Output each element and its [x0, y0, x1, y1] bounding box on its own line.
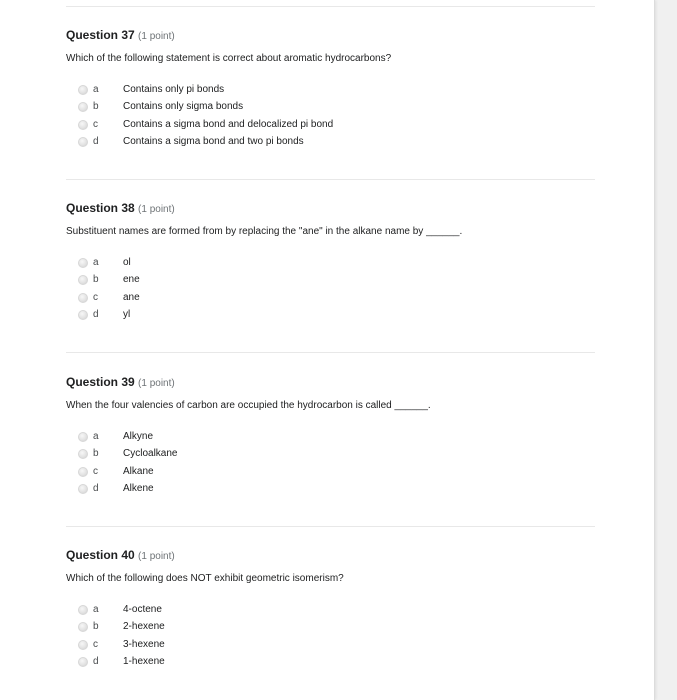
option-c[interactable] — [66, 290, 595, 307]
option-text[interactable]: Cycloalkane — [123, 448, 178, 460]
question-divider — [66, 526, 595, 527]
question-points: (1 point) — [138, 551, 175, 562]
option-text[interactable]: 3-hexene — [123, 638, 165, 650]
option-letter: d — [93, 482, 99, 494]
option-text[interactable]: Contains only sigma bonds — [123, 101, 244, 113]
option-letter: c — [93, 465, 98, 477]
question-divider — [66, 352, 595, 353]
radio-button[interactable] — [78, 275, 88, 285]
answer-options — [66, 602, 595, 671]
option-letter: a — [93, 257, 99, 268]
option-text[interactable]: Alkyne — [123, 431, 154, 442]
option-letter: b — [93, 621, 99, 633]
option-d[interactable] — [66, 654, 595, 671]
question-text: When the four valencies of carbon are occupied the hydrocarbon is called ______. — [66, 400, 431, 411]
option-text[interactable]: yl — [123, 308, 131, 320]
question-text: Which of the following does NOT exhibit geometric isomerism? — [66, 573, 344, 584]
question-title — [66, 200, 595, 218]
question-40 — [66, 547, 595, 671]
option-letter: a — [93, 431, 99, 442]
option-letter: b — [93, 274, 99, 286]
option-letter: b — [93, 101, 99, 113]
question-text: Which of the following statement is correct about aromatic hydrocarbons? — [66, 53, 392, 64]
radio-button[interactable] — [78, 293, 88, 303]
radio-button[interactable] — [78, 467, 88, 477]
radio-button[interactable] — [78, 102, 88, 112]
question-title — [66, 374, 595, 392]
option-a[interactable] — [66, 429, 595, 446]
radio-button[interactable] — [78, 258, 88, 268]
radio-button[interactable] — [78, 449, 88, 459]
option-d[interactable] — [66, 134, 595, 151]
question-38 — [66, 200, 595, 324]
question-divider — [66, 179, 595, 180]
option-b[interactable] — [66, 446, 595, 463]
option-c[interactable] — [66, 117, 595, 134]
question-title — [66, 547, 595, 565]
option-text[interactable]: ane — [123, 291, 140, 303]
question-number: Question 39 — [66, 375, 135, 389]
answer-options — [66, 82, 595, 151]
question-number: Question 40 — [66, 548, 135, 562]
option-d[interactable] — [66, 481, 595, 498]
option-letter: c — [93, 638, 98, 650]
answer-options — [66, 255, 595, 324]
option-text[interactable]: Alkene — [123, 482, 154, 494]
question-points: (1 point) — [138, 378, 175, 389]
option-text[interactable]: Contains a sigma bond and delocalized pi bond — [123, 118, 334, 130]
option-letter: d — [93, 655, 99, 667]
radio-button[interactable] — [78, 85, 88, 95]
radio-button[interactable] — [78, 484, 88, 494]
option-text[interactable]: 1-hexene — [123, 655, 165, 667]
option-b[interactable] — [66, 272, 595, 289]
question-number: Question 37 — [66, 28, 135, 42]
option-text[interactable]: Contains only pi bonds — [123, 84, 225, 95]
option-text[interactable]: Contains a sigma bond and two pi bonds — [123, 135, 304, 147]
option-letter: b — [93, 448, 99, 460]
answer-options — [66, 429, 595, 498]
option-text[interactable]: Alkane — [123, 465, 154, 477]
option-text[interactable]: 4-octene — [123, 604, 162, 615]
option-a[interactable] — [66, 82, 595, 99]
option-letter: c — [93, 291, 98, 303]
option-letter: d — [93, 135, 99, 147]
option-letter: c — [93, 118, 98, 130]
question-points: (1 point) — [138, 31, 175, 42]
option-text[interactable]: ene — [123, 274, 140, 286]
question-divider — [66, 6, 595, 7]
radio-button[interactable] — [78, 432, 88, 442]
radio-button[interactable] — [78, 137, 88, 147]
option-text[interactable]: 2-hexene — [123, 621, 165, 633]
option-letter: a — [93, 84, 99, 95]
option-text[interactable]: ol — [123, 257, 131, 268]
question-number: Question 38 — [66, 201, 135, 215]
option-letter: d — [93, 308, 99, 320]
radio-button[interactable] — [78, 622, 88, 632]
radio-button[interactable] — [78, 605, 88, 615]
question-points: (1 point) — [138, 204, 175, 215]
question-title — [66, 27, 595, 45]
option-c[interactable] — [66, 464, 595, 481]
radio-button[interactable] — [78, 657, 88, 667]
radio-button[interactable] — [78, 640, 88, 650]
radio-button[interactable] — [78, 310, 88, 320]
question-text: Substituent names are formed from by replacing the "ane" in the alkane name by ______. — [66, 226, 463, 237]
radio-button[interactable] — [78, 120, 88, 130]
option-a[interactable] — [66, 255, 595, 272]
option-letter: a — [93, 604, 99, 615]
question-39 — [66, 374, 595, 498]
option-a[interactable] — [66, 602, 595, 619]
option-b[interactable] — [66, 619, 595, 636]
option-c[interactable] — [66, 637, 595, 654]
option-b[interactable] — [66, 99, 595, 116]
option-d[interactable] — [66, 307, 595, 324]
question-37 — [66, 27, 595, 151]
